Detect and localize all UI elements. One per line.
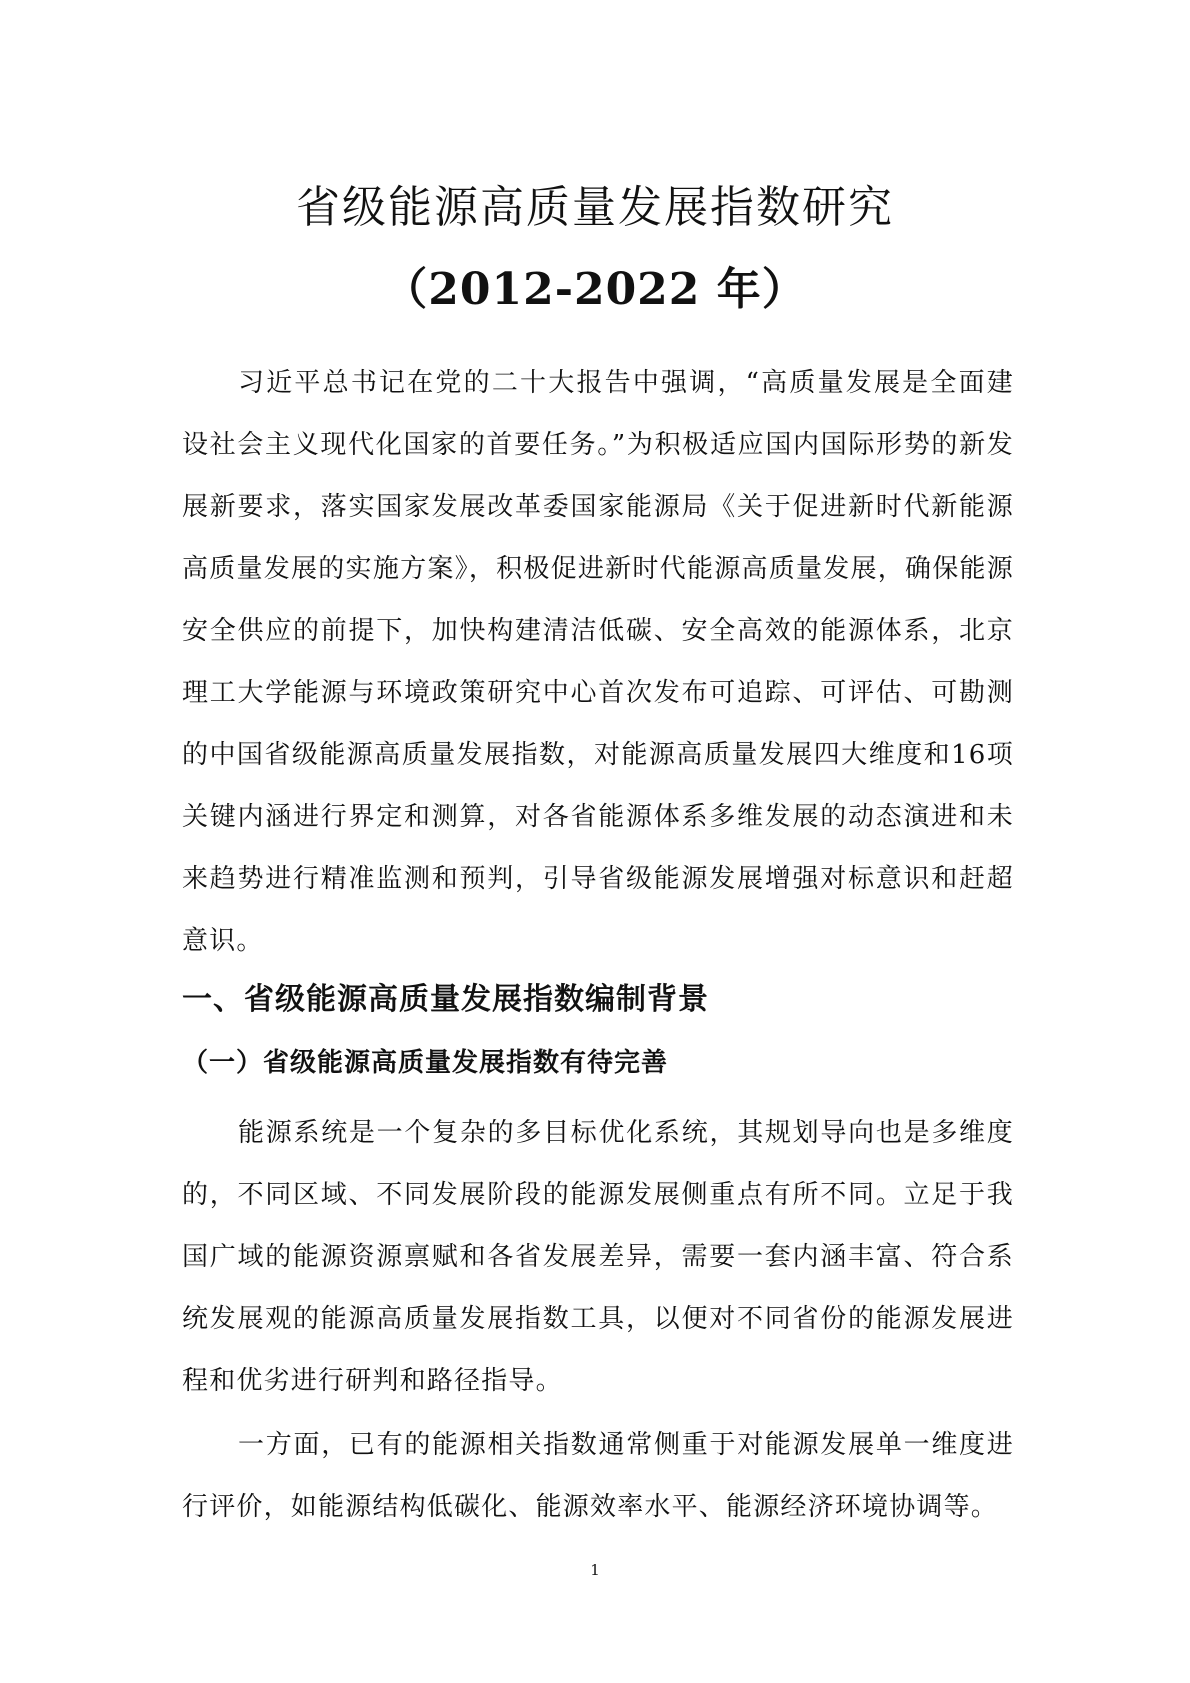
page-number: 1 [590,1561,600,1579]
body-paragraph: 能源系统是一个复杂的多目标优化系统，其规划导向也是多维度的，不同区域、不同发展阶段的能源发展侧重点有所不同。立足于我国广域的能源资源禀赋和各省发展差异，需要一套内涵丰富、符合系统发展观的能源高质量发展指数工具，以便对不同省份的能源发展进程和优劣进行研判和路径指导。 [182,1118,1014,1396]
intro-paragraph: 习近平总书记在党的二十大报告中强调，“高质量发展是全面建设社会主义现代化国家的首要任务。”为积极适应国内国际形势的新发展新要求，落实国家发展改革委国家能源局《关于促进新时代新能源高质量发展的实施方案》，积极促进新时代能源高质量发展，确保能源安全供应的前提下，加快构建清洁低碳、安全高效的能源体系，北京理工大学能源与环境政策研究中心首次发布可追踪、可评估、可勘测的中国省级能源高质量发展指数，对能源高质量发展四大维度和16项关键内涵进行界定和测算，对各省能源体系多维发展的动态演进和未来趋势进行精准监测和预判，引导省级能源发展增强对标意识和赶超意识。 [182,368,1014,956]
document-title: 省级能源高质量发展指数研究 [296,182,894,233]
body-paragraph: 一方面，已有的能源相关指数通常侧重于对能源发展单一维度进行评价，如能源结构低碳化、能源效率水平、能源经济环境协调等。 [182,1430,1014,1522]
document-subtitle: （2012-2022 年） [383,264,807,315]
subsection-heading: （一）省级能源高质量发展指数有待完善 [182,1048,669,1078]
section-heading: 一、省级能源高质量发展指数编制背景 [182,982,709,1017]
